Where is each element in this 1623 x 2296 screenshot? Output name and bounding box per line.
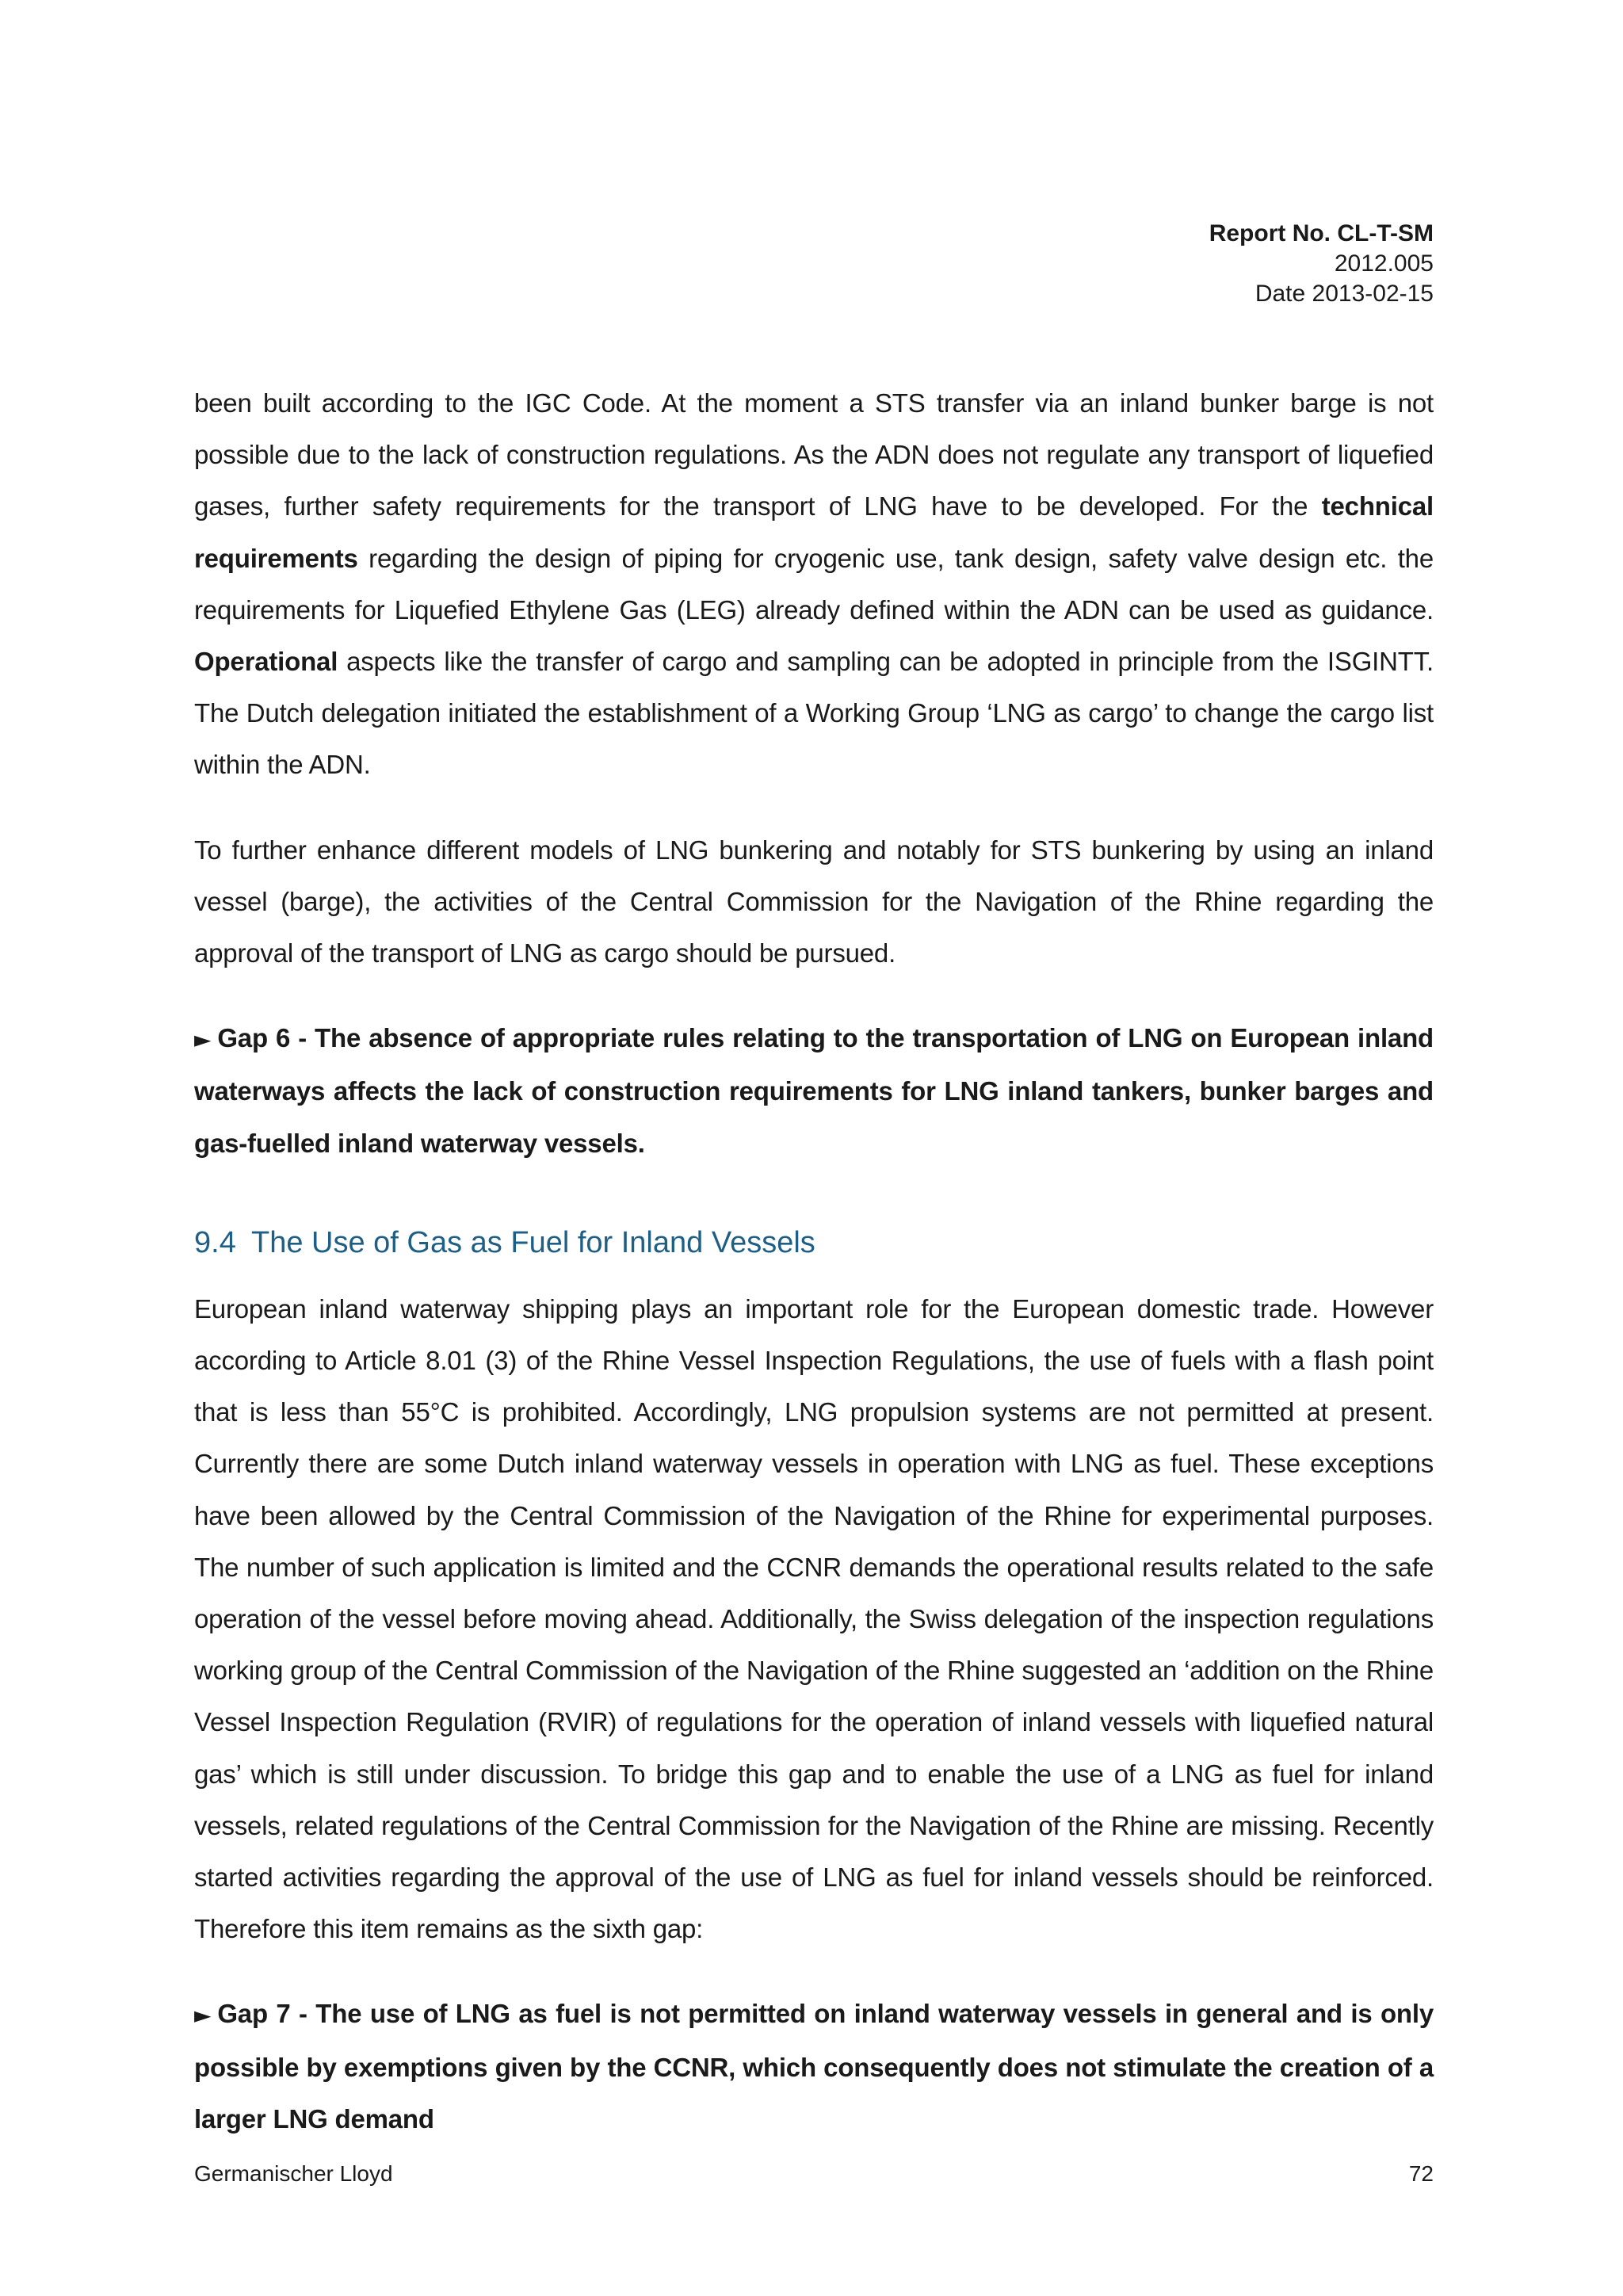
bold-operational: Operational [194, 647, 338, 677]
section-number: 9.4 [194, 1225, 236, 1259]
page-footer [194, 2160, 1434, 2187]
paragraph-text: aspects like the transfer of cargo and sampling can be adopted in principle from the ISGINTT. The Dutch delegation initiated the establishment of a Working Group ‘LNG as cargo’ to change the cargo list within the ADN. [194, 647, 1434, 780]
report-header [1209, 219, 1434, 309]
page-number: 72 [1408, 2161, 1434, 2186]
report-date: Date 2013-02-15 [1254, 281, 1434, 307]
footer-company: Germanischer Lloyd [194, 2161, 393, 2186]
body-content [194, 377, 1434, 2145]
paragraph-gas-as-fuel: European inland waterway shipping plays an important role for the European domestic trade. However according to Article 8.01 (3) of the Rhine Vessel Inspection Regulations, the use of fuels with a flash point that is less than 55°C is prohibited. Accordingly, LNG propulsion systems are not permitted at present. Currently there are some Dutch inland waterway vessels in operation with LNG as fuel. These exceptions have been allowed by the Central Commission of the Navigation of the Rhine for experimental purposes. The number of such application is limited and the CCNR demands the operational results related to the safe operation of the vessel before moving ahead. Additionally, the Swiss delegation of the inspection regulations working group of the Central Commission of the Navigation of the Rhine suggested an ‘addition on the Rhine Vessel Inspection Regulation (RVIR) of regulations for the operation of inland vessels with liquefied natural gas’ which is still under discussion. To bridge this gap and to enable the use of a LNG as fuel for inland vessels, related regulations of the Central Commission for the Navigation of the Rhine are missing. Recently started activities regarding the approval of the use of LNG as fuel for inland vessels should be reinforced. Therefore this item remains as the sixth gap: [194, 1293, 1434, 1944]
paragraph-sts-bunkering: To further enhance different models of LNG bunkering and notably for STS bunkering by using an inland vessel (barge), the activities of the Central Commission for the Navigation of the Rhine regarding the approval of the transport of LNG as cargo should be pursued. [194, 835, 1434, 968]
gap-6-statement [194, 1012, 1434, 1169]
bold-technical-requirements: technical requirements [194, 491, 1434, 573]
paragraph-text: regarding the design of piping for cryogenic use, tank design, safety valve design etc. the requirements for Liquefied Ethylene Gas (LEG) already defined within the ADN can be used as guidance. [194, 543, 1434, 625]
paragraph-text: been built according to the IGC Code. At the moment a STS transfer via an inland bunker barge is not possible due to the lack of construction regulations. As the ADN does not regulate any transport of liquefied gases, further safety requirements for the transport of LNG have to be developed. For the [194, 388, 1434, 521]
report-number: Report No. CL-T-SM [1209, 220, 1434, 246]
section-title: The Use of Gas as Fuel for Inland Vessels [251, 1225, 815, 1259]
section-heading [194, 1223, 1434, 1263]
report-id: 2012.005 [1334, 250, 1434, 277]
gap-7-statement [194, 1988, 1434, 2145]
arrow-right-icon: ► [194, 2002, 212, 2029]
paragraph-igc-code [194, 377, 1434, 791]
gap-7-text: Gap 7 - The use of LNG as fuel is not permitted on inland waterway vessels in general and is only possible by exemptions given by the CCNR, which consequently does not stimulate the creation of a larger LNG demand [194, 1999, 1434, 2134]
gap-6-text: Gap 6 - The absence of appropriate rules relating to the transportation of LNG on European inland waterways affects the lack of construction requirements for LNG inland tankers, bunker barges and gas-fuelled inland waterway vessels. [194, 1023, 1434, 1158]
arrow-right-icon: ► [194, 1026, 212, 1053]
